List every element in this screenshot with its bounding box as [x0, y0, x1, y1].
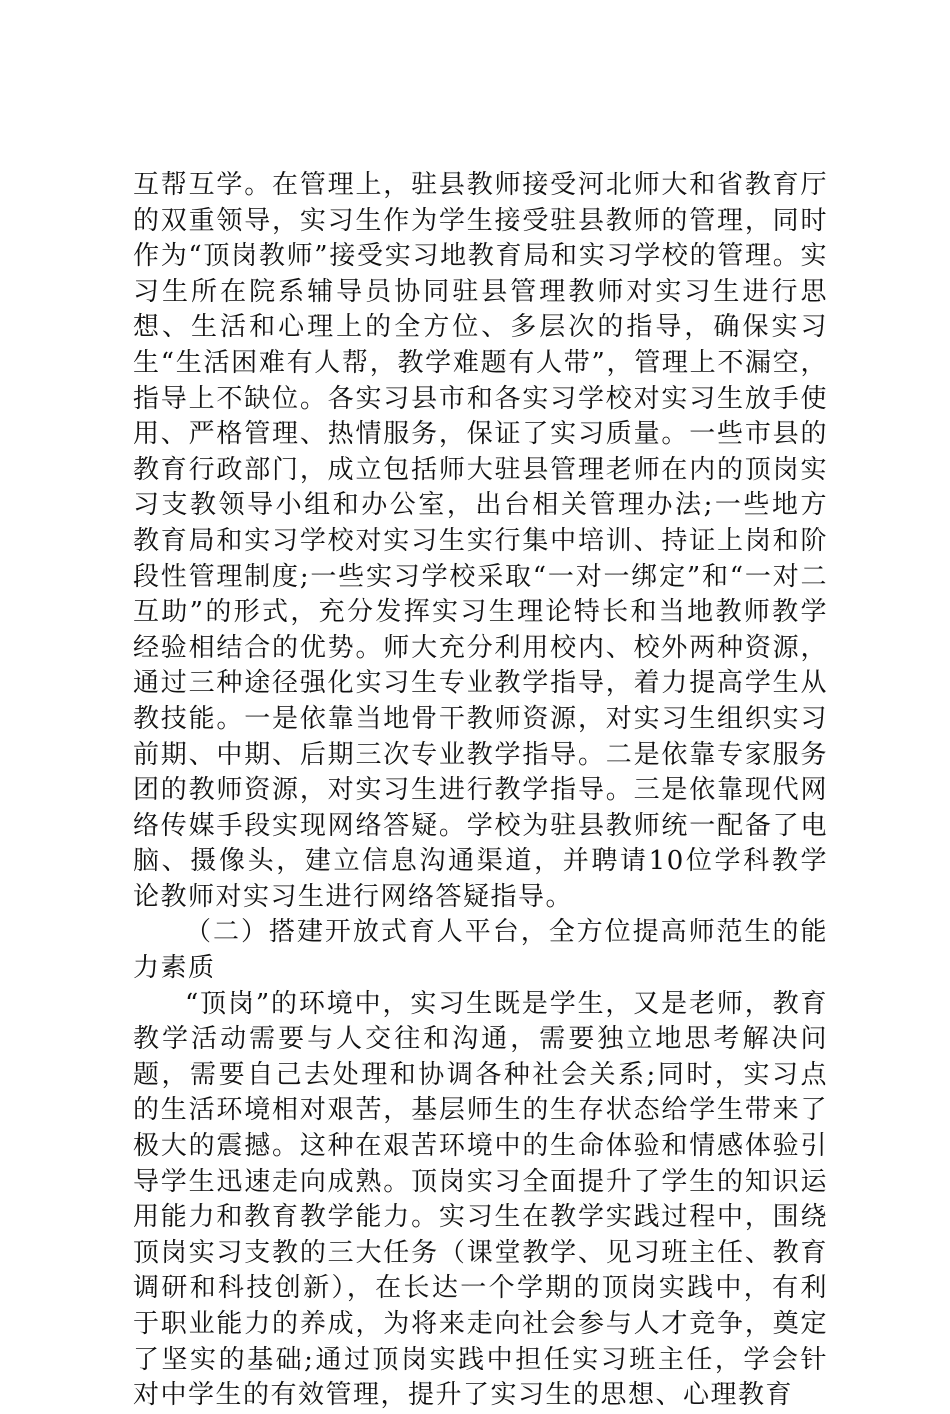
document-body	[133, 168, 828, 1414]
section-heading: （二）搭建开放式育人平台，全方位提高师范生的能力素质	[133, 917, 828, 984]
body-paragraph-2: “顶岗”的环境中，实习生既是学生，又是老师，教育教学活动需要与人交往和沟通，需要独立地思考解决问题，需要自己去处理和协调各种社会关系;同时，实习点的生活环境相对艰苦，基层师生的生存状态给学生带来了极大的震撼。这种在艰苦环境中的生命体验和情感体验引导学生迅速走向成熟。顶岗实习全面提升了学生的知识运用能力和教育教学能力。实习生在教学实践过程中，围绕顶岗实习支教的三大任务（课堂教学、见习班主任、教育调研和科技创新），在长达一个学期的顶岗实践中，有利于职业能力的养成，为将来走向社会参与人才竞争，奠定了坚实的基础;通过顶岗实践中担任实习班主任，学会针对中学生的有效管理，提升了实习生的思想、心理教育	[133, 988, 828, 1411]
body-paragraph-1: 互帮互学。在管理上，驻县教师接受河北师大和省教育厅的双重领导，实习生作为学生接受驻县教师的管理，同时作为“顶岗教师”接受实习地教育局和实习学校的管理。实习生所在院系辅导员协同驻县管理教师对实习生进行思想、生活和心理上的全方位、多层次的指导，确保实习生“生活困难有人帮，教学难题有人带”，管理上不漏空，指导上不缺位。各实习县市和各实习学校对实习生放手使用、严格管理、热情服务，保证了实习质量。一些市县的教育行政部门，成立包括师大驻县管理老师在内的顶岗实习支教领导小组和办公室，出台相关管理办法;一些地方教育局和实习学校对实习生实行集中培训、持证上岗和阶段性管理制度;一些实习学校采取“一对一绑定”和“一对二互助”的形式，充分发挥实习生理论特长和当地教师教学经验相结合的优势。师大充分利用校内、校外两种资源，通过三种途径强化实习生专业教学指导，着力提高学生从教技能。一是依靠当地骨干教师资源，对实习生组织实习前期、中期、后期三次专业教学指导。二是依靠专家服务团的教师资源，对实习生进行教学指导。三是依靠现代网络传媒手段实现网络答疑。学校为驻县教师统一配备了电脑、摄像头，建立信息沟通渠道，并聘请10位学科教学论教师对实习生进行网络答疑指导。	[133, 170, 828, 912]
